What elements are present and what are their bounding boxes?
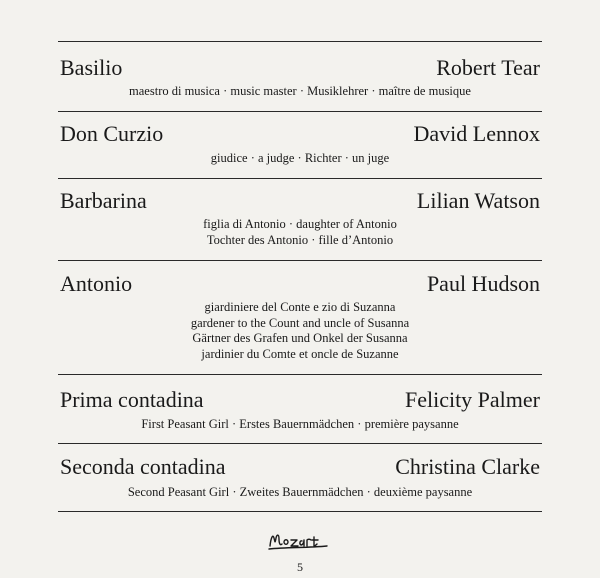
divider-rule <box>58 41 542 42</box>
divider-rule <box>58 443 542 444</box>
mozart-signature-logo <box>267 529 333 551</box>
role-name: Basilio <box>60 55 123 80</box>
role-description: maestro di musica · music master · Musiklehrer · maître de musique <box>129 84 471 98</box>
singer-name: Felicity Palmer <box>404 387 540 412</box>
divider-rule <box>58 374 542 375</box>
role-name: Don Curzio <box>60 121 164 146</box>
singer-name: Lilian Watson <box>416 188 540 213</box>
singer-name: Robert Tear <box>436 55 540 80</box>
role-description: giudice · a judge · Richter · un juge <box>210 151 390 165</box>
description-line: gardener to the Count and uncle of Susanna <box>190 315 410 330</box>
singer-name: Christina Clarke <box>395 454 540 479</box>
role-description <box>0 217 600 248</box>
role-name: Prima contadina <box>60 387 204 412</box>
description-line: Tochter des Antonio · fille d’Antonio <box>206 232 394 247</box>
divider-rule <box>58 511 542 512</box>
role-description: Second Peasant Girl · Zweites Bauernmädchen · deuxième paysanne <box>127 485 473 499</box>
role-name: Seconda contadina <box>60 454 226 479</box>
role-description <box>0 300 600 362</box>
singer-name: David Lennox <box>413 121 540 146</box>
divider-rule <box>58 260 542 261</box>
description-line: jardinier du Comte et oncle de Suzanne <box>201 346 399 361</box>
description-line: figlia di Antonio · daughter of Antonio <box>203 217 397 231</box>
description-line: Gärtner des Grafen und Onkel der Susanna <box>192 331 408 345</box>
role-name: Antonio <box>60 271 133 296</box>
singer-name: Paul Hudson <box>426 271 540 296</box>
divider-rule <box>58 111 542 112</box>
divider-rule <box>58 178 542 179</box>
role-description: First Peasant Girl · Erstes Bauernmädchen · première paysanne <box>141 417 459 431</box>
description-line: giardiniere del Conte e zio di Suzanna <box>204 300 396 314</box>
role-name: Barbarina <box>60 188 147 213</box>
page-number: 5 <box>297 560 303 574</box>
